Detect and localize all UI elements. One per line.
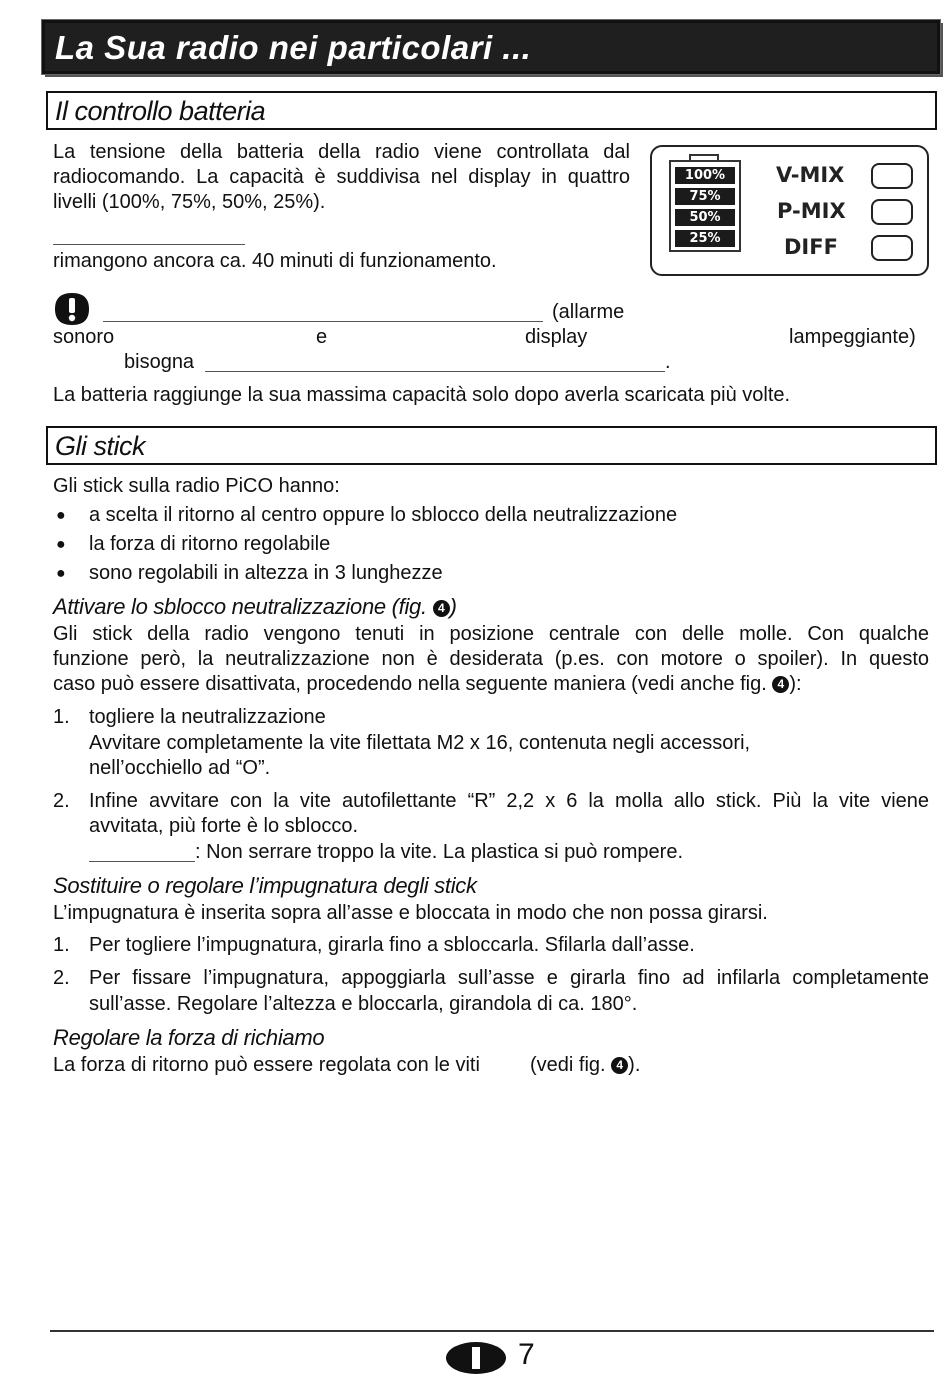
figure-number-badge: 4 — [433, 600, 450, 617]
step-text: Per fissare l’impugnatura, appoggiarla sull’asse e girarla fino ad infilarla completamente — [89, 967, 929, 989]
diff-key — [871, 235, 913, 261]
section-heading-text: Gli stick — [55, 431, 145, 461]
battery-level-75: 75% — [675, 188, 735, 205]
subheading-grip: Sostituire o regolare l’impugnatura degli stick — [53, 873, 477, 898]
subheading-text: ) — [449, 594, 457, 619]
paragraph-line — [530, 1053, 640, 1078]
battery-level-25: 25% — [675, 230, 735, 247]
list-item: a scelta il ritorno al centro oppure lo sblocco della neutralizzazione — [89, 504, 678, 526]
paragraph-text: ). — [628, 1054, 641, 1076]
bullet-icon: ● — [56, 565, 66, 582]
figure-number-badge: 4 — [611, 1057, 628, 1074]
paragraph-line: funzione però, la neutralizzazione non è desiderata (p.es. con motore o spoiler). In questo — [53, 648, 929, 670]
blank-line — [205, 370, 665, 372]
paragraph-text: caso può essere disattivata, procedendo nella seguente maniera (vedi anche fig. — [53, 673, 767, 695]
step-text: Avvitare completamente la vite filettata M2 x 16, contenuta negli accessori, — [89, 732, 751, 754]
diff-label: DIFF — [784, 235, 838, 259]
section-heading-sticks — [46, 426, 937, 465]
page-title-bar — [42, 20, 940, 74]
warning-text: lampeggiante) — [789, 326, 916, 348]
subheading-text: Attivare lo sblocco neutralizzazione (fig. — [53, 594, 427, 619]
battery-level-50: 50% — [675, 209, 735, 226]
vmix-key — [871, 163, 913, 189]
bullet-icon: ● — [56, 536, 66, 553]
bullet-icon: ● — [56, 507, 66, 524]
warning-text: e — [316, 326, 328, 348]
list-item: sono regolabili in altezza in 3 lunghezze — [89, 562, 443, 584]
warning-text: bisogna — [124, 351, 195, 373]
step-text: sull’asse. Regolare l’altezza e bloccarla, girandola di ca. 180°. — [89, 993, 638, 1015]
vmix-label: V-MIX — [776, 163, 845, 187]
paragraph-line: La forza di ritorno può essere regolata con le viti — [53, 1054, 480, 1076]
page-title: La Sua radio nei particolari ... — [55, 29, 532, 66]
sticks-intro: Gli stick sulla radio PiCO hanno: — [53, 475, 340, 497]
blank-line — [103, 320, 543, 322]
step-text: nell’occhiello ad “O”. — [89, 757, 271, 779]
section-heading-battery — [46, 91, 937, 130]
paragraph-line: Gli stick della radio vengono tenuti in posizione centrale con delle molle. Con qualche — [53, 623, 929, 645]
footer-divider — [50, 1330, 934, 1332]
battery-paragraph-line: radiocomando. La capacità è suddivisa nel display in quattro — [53, 166, 630, 188]
warning-text: display — [525, 326, 588, 348]
blank-line — [89, 860, 195, 862]
paragraph-line — [53, 672, 802, 697]
battery-icon — [669, 160, 741, 252]
pmix-key — [871, 199, 913, 225]
step-text: Per togliere l’impugnatura, girarla fino a sbloccarla. Sfilarla dall’asse. — [89, 934, 695, 956]
paragraph-text: (vedi fig. — [530, 1054, 606, 1076]
figure-number-badge: 4 — [772, 676, 789, 693]
section-heading-text: Il controllo batteria — [55, 96, 266, 126]
language-badge-icon — [446, 1342, 506, 1374]
step-number: 1. — [53, 706, 70, 728]
battery-runtime-text: rimangono ancora ca. 40 minuti di funzionamento. — [53, 250, 497, 272]
subheading-return-force: Regolare la forza di richiamo — [53, 1025, 325, 1050]
step-text: avvitata, più forte è lo sblocco. — [89, 815, 359, 837]
warning-text: . — [665, 351, 671, 373]
step-number: 2. — [53, 967, 70, 989]
subheading-neutralization — [53, 594, 457, 620]
battery-level-100: 100% — [675, 167, 735, 184]
page-number: 7 — [518, 1338, 535, 1371]
warning-text: (allarme — [552, 301, 625, 323]
battery-paragraph-line: livelli (100%, 75%, 50%, 25%). — [53, 191, 326, 213]
battery-paragraph-line: La tensione della batteria della radio viene controllata dal — [53, 141, 630, 163]
warning-icon — [54, 292, 90, 326]
step-text: Infine avvitare con la vite autofilettante “R” 2,2 x 6 la molla allo stick. Più la vite viene — [89, 790, 929, 812]
blank-line — [53, 243, 245, 245]
warning-text: sonoro — [53, 326, 115, 348]
paragraph-line: L’impugnatura è inserita sopra all’asse e bloccata in modo che non possa girarsi. — [53, 902, 768, 924]
list-item: la forza di ritorno regolabile — [89, 533, 331, 555]
step-text: : Non serrare troppo la vite. La plastica si può rompere. — [195, 841, 684, 863]
step-text: togliere la neutralizzazione — [89, 706, 326, 728]
pmix-label: P-MIX — [777, 199, 846, 223]
paragraph-text: ): — [789, 673, 802, 695]
battery-note: La batteria raggiunge la sua massima capacità solo dopo averla scaricata più volte. — [53, 384, 791, 406]
step-number: 2. — [53, 790, 70, 812]
step-number: 1. — [53, 934, 70, 956]
